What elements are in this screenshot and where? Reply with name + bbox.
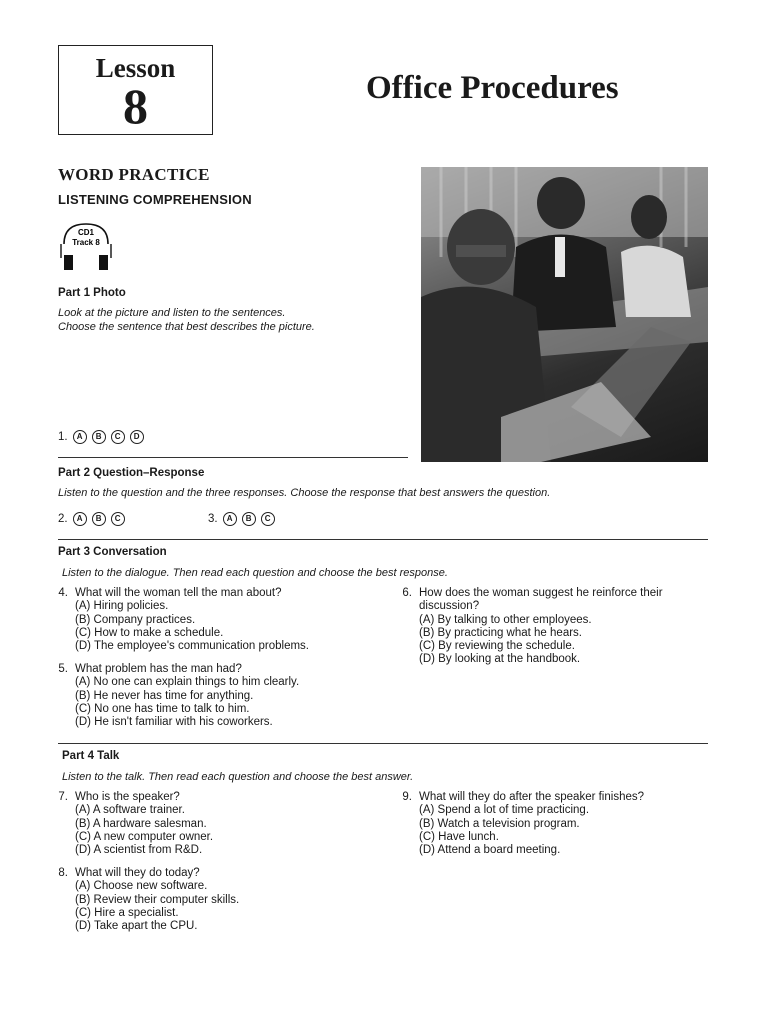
option[interactable]: (C) How to make a schedule. (75, 626, 224, 639)
option[interactable]: (D) The employee's communication problems. (75, 640, 309, 653)
option[interactable]: (D) By looking at the handbook. (419, 653, 581, 666)
question-6 (390, 587, 663, 667)
option[interactable]: (A) Hiring policies. (75, 600, 169, 613)
question-number: 2. (58, 513, 68, 525)
option[interactable]: (B) Watch a television program. (419, 817, 580, 830)
part1-heading: Part 1 Photo (58, 287, 126, 299)
question-text: What will they do after the speaker finishes? (419, 791, 645, 803)
answer-row-1 (58, 430, 144, 444)
question-4 (46, 587, 309, 653)
answer-bubble-b[interactable]: B (92, 512, 106, 526)
question-number: 8. (58, 867, 68, 879)
answer-bubble-d[interactable]: D (130, 430, 144, 444)
part1-instruction-line: Look at the picture and listen to the sentences. (58, 307, 286, 319)
lesson-number: 8 (123, 78, 148, 134)
section-title: WORD PRACTICE (58, 165, 210, 184)
part3-heading: Part 3 Conversation (58, 546, 167, 558)
lesson-label: Lesson (95, 53, 176, 83)
option[interactable]: (D) He isn't familiar with his coworkers. (75, 716, 273, 729)
question-number: 6. (402, 587, 412, 599)
option[interactable]: (C) Hire a specialist. (75, 906, 179, 919)
answer-bubble-c[interactable]: C (111, 512, 125, 526)
divider (58, 743, 708, 744)
section-subtitle: LISTENING COMPREHENSION (58, 192, 252, 207)
question-5 (46, 663, 299, 729)
option[interactable]: (A) Choose new software. (75, 880, 208, 893)
question-number: 9. (402, 791, 412, 803)
question-text-continued: discussion? (419, 600, 480, 613)
question-number: 3. (208, 513, 218, 525)
question-number: 5. (58, 663, 68, 675)
part1-instruction-line: Choose the sentence that best describes the picture. (58, 321, 315, 333)
question-number: 1. (58, 431, 68, 443)
option[interactable]: (B) Review their computer skills. (75, 893, 240, 906)
question-text: What will they do today? (75, 867, 200, 879)
option[interactable]: (A) A software trainer. (75, 804, 185, 817)
option[interactable]: (C) A new computer owner. (75, 830, 214, 843)
part4-heading: Part 4 Talk (62, 750, 120, 762)
office-meeting-photo (421, 167, 708, 462)
question-number: 4. (58, 587, 68, 599)
option[interactable]: (A) Spend a lot of time practicing. (419, 804, 590, 817)
question-text: What problem has the man had? (75, 663, 242, 675)
answer-bubble-c[interactable]: C (111, 430, 125, 444)
headphones-icon (60, 222, 112, 272)
option[interactable]: (B) He never has time for anything. (75, 689, 254, 702)
answer-row-2 (58, 512, 125, 526)
option[interactable]: (D) Take apart the CPU. (75, 920, 198, 933)
answer-bubble-a[interactable]: A (73, 512, 87, 526)
part1-instructions (58, 306, 315, 334)
answer-bubble-a[interactable]: A (223, 512, 237, 526)
answer-bubble-b[interactable]: B (92, 430, 106, 444)
part4-instructions: Listen to the talk. Then read each question and choose the best answer. (62, 771, 414, 783)
option[interactable]: (A) By talking to other employees. (419, 613, 592, 626)
answer-bubble-b[interactable]: B (242, 512, 256, 526)
option[interactable]: (B) By practicing what he hears. (419, 626, 582, 639)
part3-instructions: Listen to the dialogue. Then read each question and choose the best response. (62, 567, 448, 579)
question-number: 7. (58, 791, 68, 803)
answer-bubble-a[interactable]: A (73, 430, 87, 444)
photo-illustration (421, 167, 708, 462)
option[interactable]: (B) A hardware salesman. (75, 817, 207, 830)
option[interactable]: (C) By reviewing the schedule. (419, 640, 575, 653)
part2-heading: Part 2 Question–Response (58, 467, 205, 479)
question-text: How does the woman suggest he reinforce their (419, 587, 663, 599)
divider (58, 457, 408, 458)
cd-label: CD1 (77, 228, 95, 237)
option[interactable]: (D) Attend a board meeting. (419, 844, 561, 857)
question-7 (46, 791, 213, 857)
question-9 (390, 791, 644, 857)
part2-instructions: Listen to the question and the three responses. Choose the response that best answers the question. (58, 487, 551, 499)
answer-bubble-c[interactable]: C (261, 512, 275, 526)
track-label: Track 8 (72, 238, 100, 247)
lesson-box (58, 45, 213, 135)
option[interactable]: (C) Have lunch. (419, 830, 499, 843)
option[interactable]: (B) Company practices. (75, 613, 196, 626)
option[interactable]: (D) A scientist from R&D. (75, 844, 203, 857)
option[interactable]: (A) No one can explain things to him clearly. (75, 676, 300, 689)
question-text: What will the woman tell the man about? (75, 587, 282, 599)
page-title: Office Procedures (366, 70, 619, 106)
option[interactable]: (C) No one has time to talk to him. (75, 702, 250, 715)
question-text: Who is the speaker? (75, 791, 180, 803)
answer-row-3 (208, 512, 275, 526)
divider (58, 539, 708, 540)
question-8 (46, 867, 239, 933)
